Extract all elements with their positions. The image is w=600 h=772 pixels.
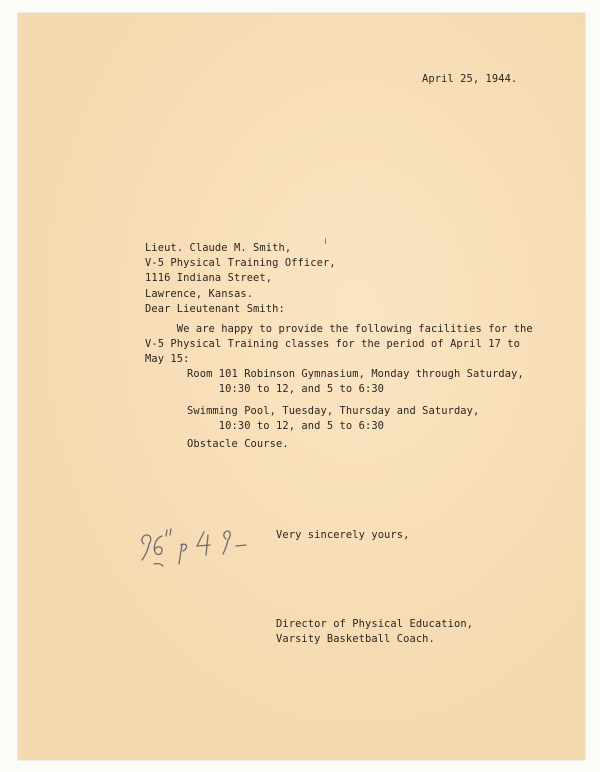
facility-line: Room 101 Robinson Gymnasium, Monday through Saturday,: [187, 368, 524, 380]
address-line: V-5 Physical Training Officer,: [145, 257, 336, 270]
signature-line: Varsity Basketball Coach.: [276, 633, 435, 646]
letter-date: April 25, 1944.: [422, 73, 518, 85]
complimentary-close: Very sincerely yours,: [276, 529, 410, 541]
facility-item-obstacle-course: [187, 437, 289, 452]
recipient-address: [145, 241, 336, 302]
facility-line: 10:30 to 12, and 5 to 6:30: [187, 420, 385, 433]
address-line: Lieut. Claude M. Smith,: [145, 242, 292, 254]
facility-item-swimming-pool: [187, 404, 479, 434]
handwritten-pencil-note: [138, 524, 264, 574]
facility-line: Swimming Pool, Tuesday, Thursday and Saturday,: [187, 405, 480, 417]
signature-line: Director of Physical Education,: [276, 618, 474, 630]
facility-item-gymnasium: [187, 367, 524, 397]
address-line: Lawrence, Kansas.: [145, 287, 254, 300]
body-line: May 15:: [145, 353, 190, 366]
facility-line: Obstacle Course.: [187, 438, 289, 450]
address-line: 1116 Indiana Street,: [145, 272, 273, 285]
body-line: V-5 Physical Training classes for the period of April 17 to: [145, 338, 520, 351]
salutation: Dear Lieutenant Smith:: [145, 303, 285, 315]
pencil-mark: [324, 238, 327, 244]
facility-line: 10:30 to 12, and 5 to 6:30: [187, 383, 385, 396]
body-line: We are happy to provide the following facilities for the: [145, 323, 533, 335]
signature-block: [276, 617, 473, 647]
body-paragraph: [145, 322, 533, 368]
